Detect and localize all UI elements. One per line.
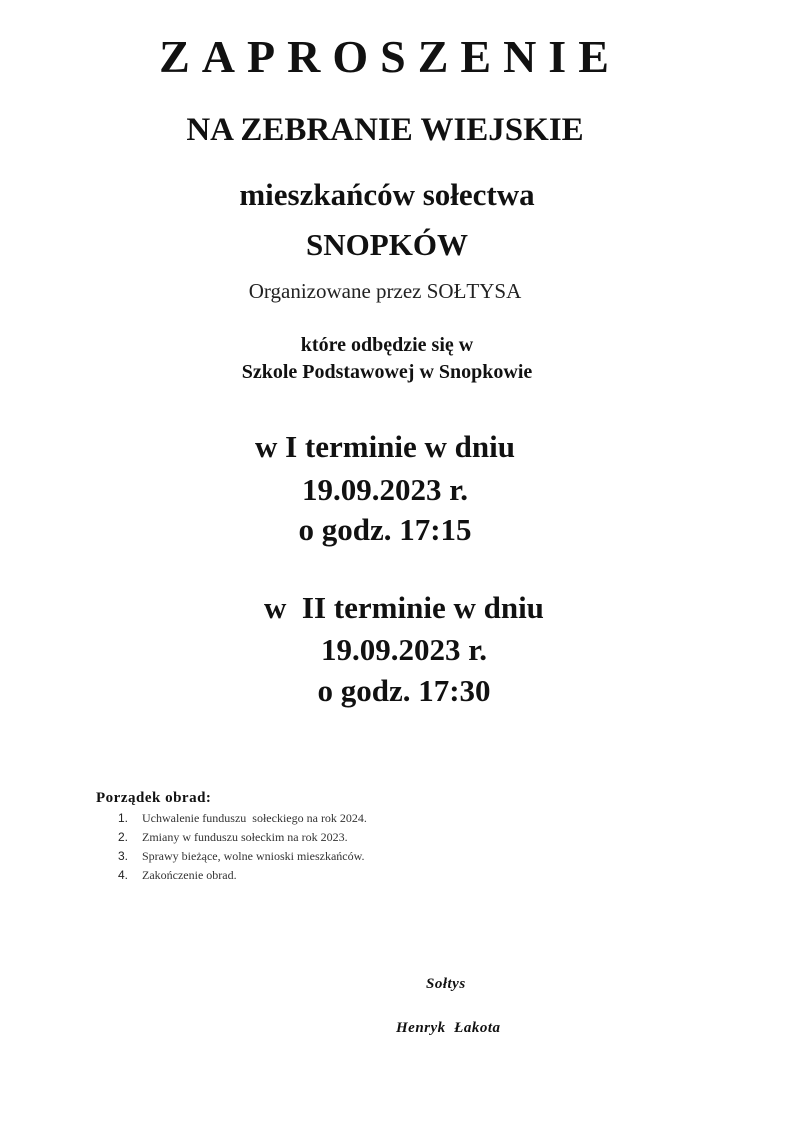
first-term-time: o godz. 17:15 <box>298 512 472 547</box>
agenda-item-text: Zmiany w funduszu sołeckim na rok 2023. <box>142 830 348 844</box>
organizer-line: Organizowane przez SOŁTYSA <box>248 279 522 303</box>
agenda-item <box>118 811 596 830</box>
second-term-date: 19.09.2023 r. <box>321 632 487 667</box>
agenda-section <box>96 790 596 887</box>
agenda-item-text: Uchwalenie funduszu sołeckiego na rok 2024. <box>142 811 367 825</box>
meeting-type: NA ZEBRANIE WIEJSKIE <box>186 112 584 148</box>
agenda-item <box>118 849 596 868</box>
agenda-item-number: 1. <box>118 811 129 825</box>
agenda-item <box>118 830 596 849</box>
agenda-item-text: Zakończenie obrad. <box>142 868 237 882</box>
residents-line: mieszkańców sołectwa <box>239 177 535 212</box>
document-title: ZAPROSZENIE <box>159 31 621 82</box>
agenda-item-text: Sprawy bieżące, wolne wnioski mieszkańców. <box>142 849 365 863</box>
second-term-time: o godz. 17:30 <box>317 673 491 708</box>
first-term-heading: w I terminie w dniu <box>254 429 516 464</box>
second-term-heading: w II terminie w dniu <box>264 590 544 625</box>
agenda-item-number: 2. <box>118 830 129 844</box>
agenda-list <box>96 811 596 887</box>
agenda-heading: Porządek obrad: <box>96 790 212 806</box>
village-name: SNOPKÓW <box>306 227 468 262</box>
agenda-item-number: 3. <box>118 849 129 863</box>
agenda-item-number: 4. <box>118 868 129 882</box>
venue-name: Szkole Podstawowej w Snopkowie <box>241 361 533 383</box>
signature-name: Henryk Łakota <box>396 1020 501 1036</box>
venue-intro: które odbędzie się w <box>300 334 474 356</box>
first-term-date: 19.09.2023 r. <box>302 472 468 507</box>
agenda-item <box>118 868 596 887</box>
signature-role: Sołtys <box>426 976 466 992</box>
